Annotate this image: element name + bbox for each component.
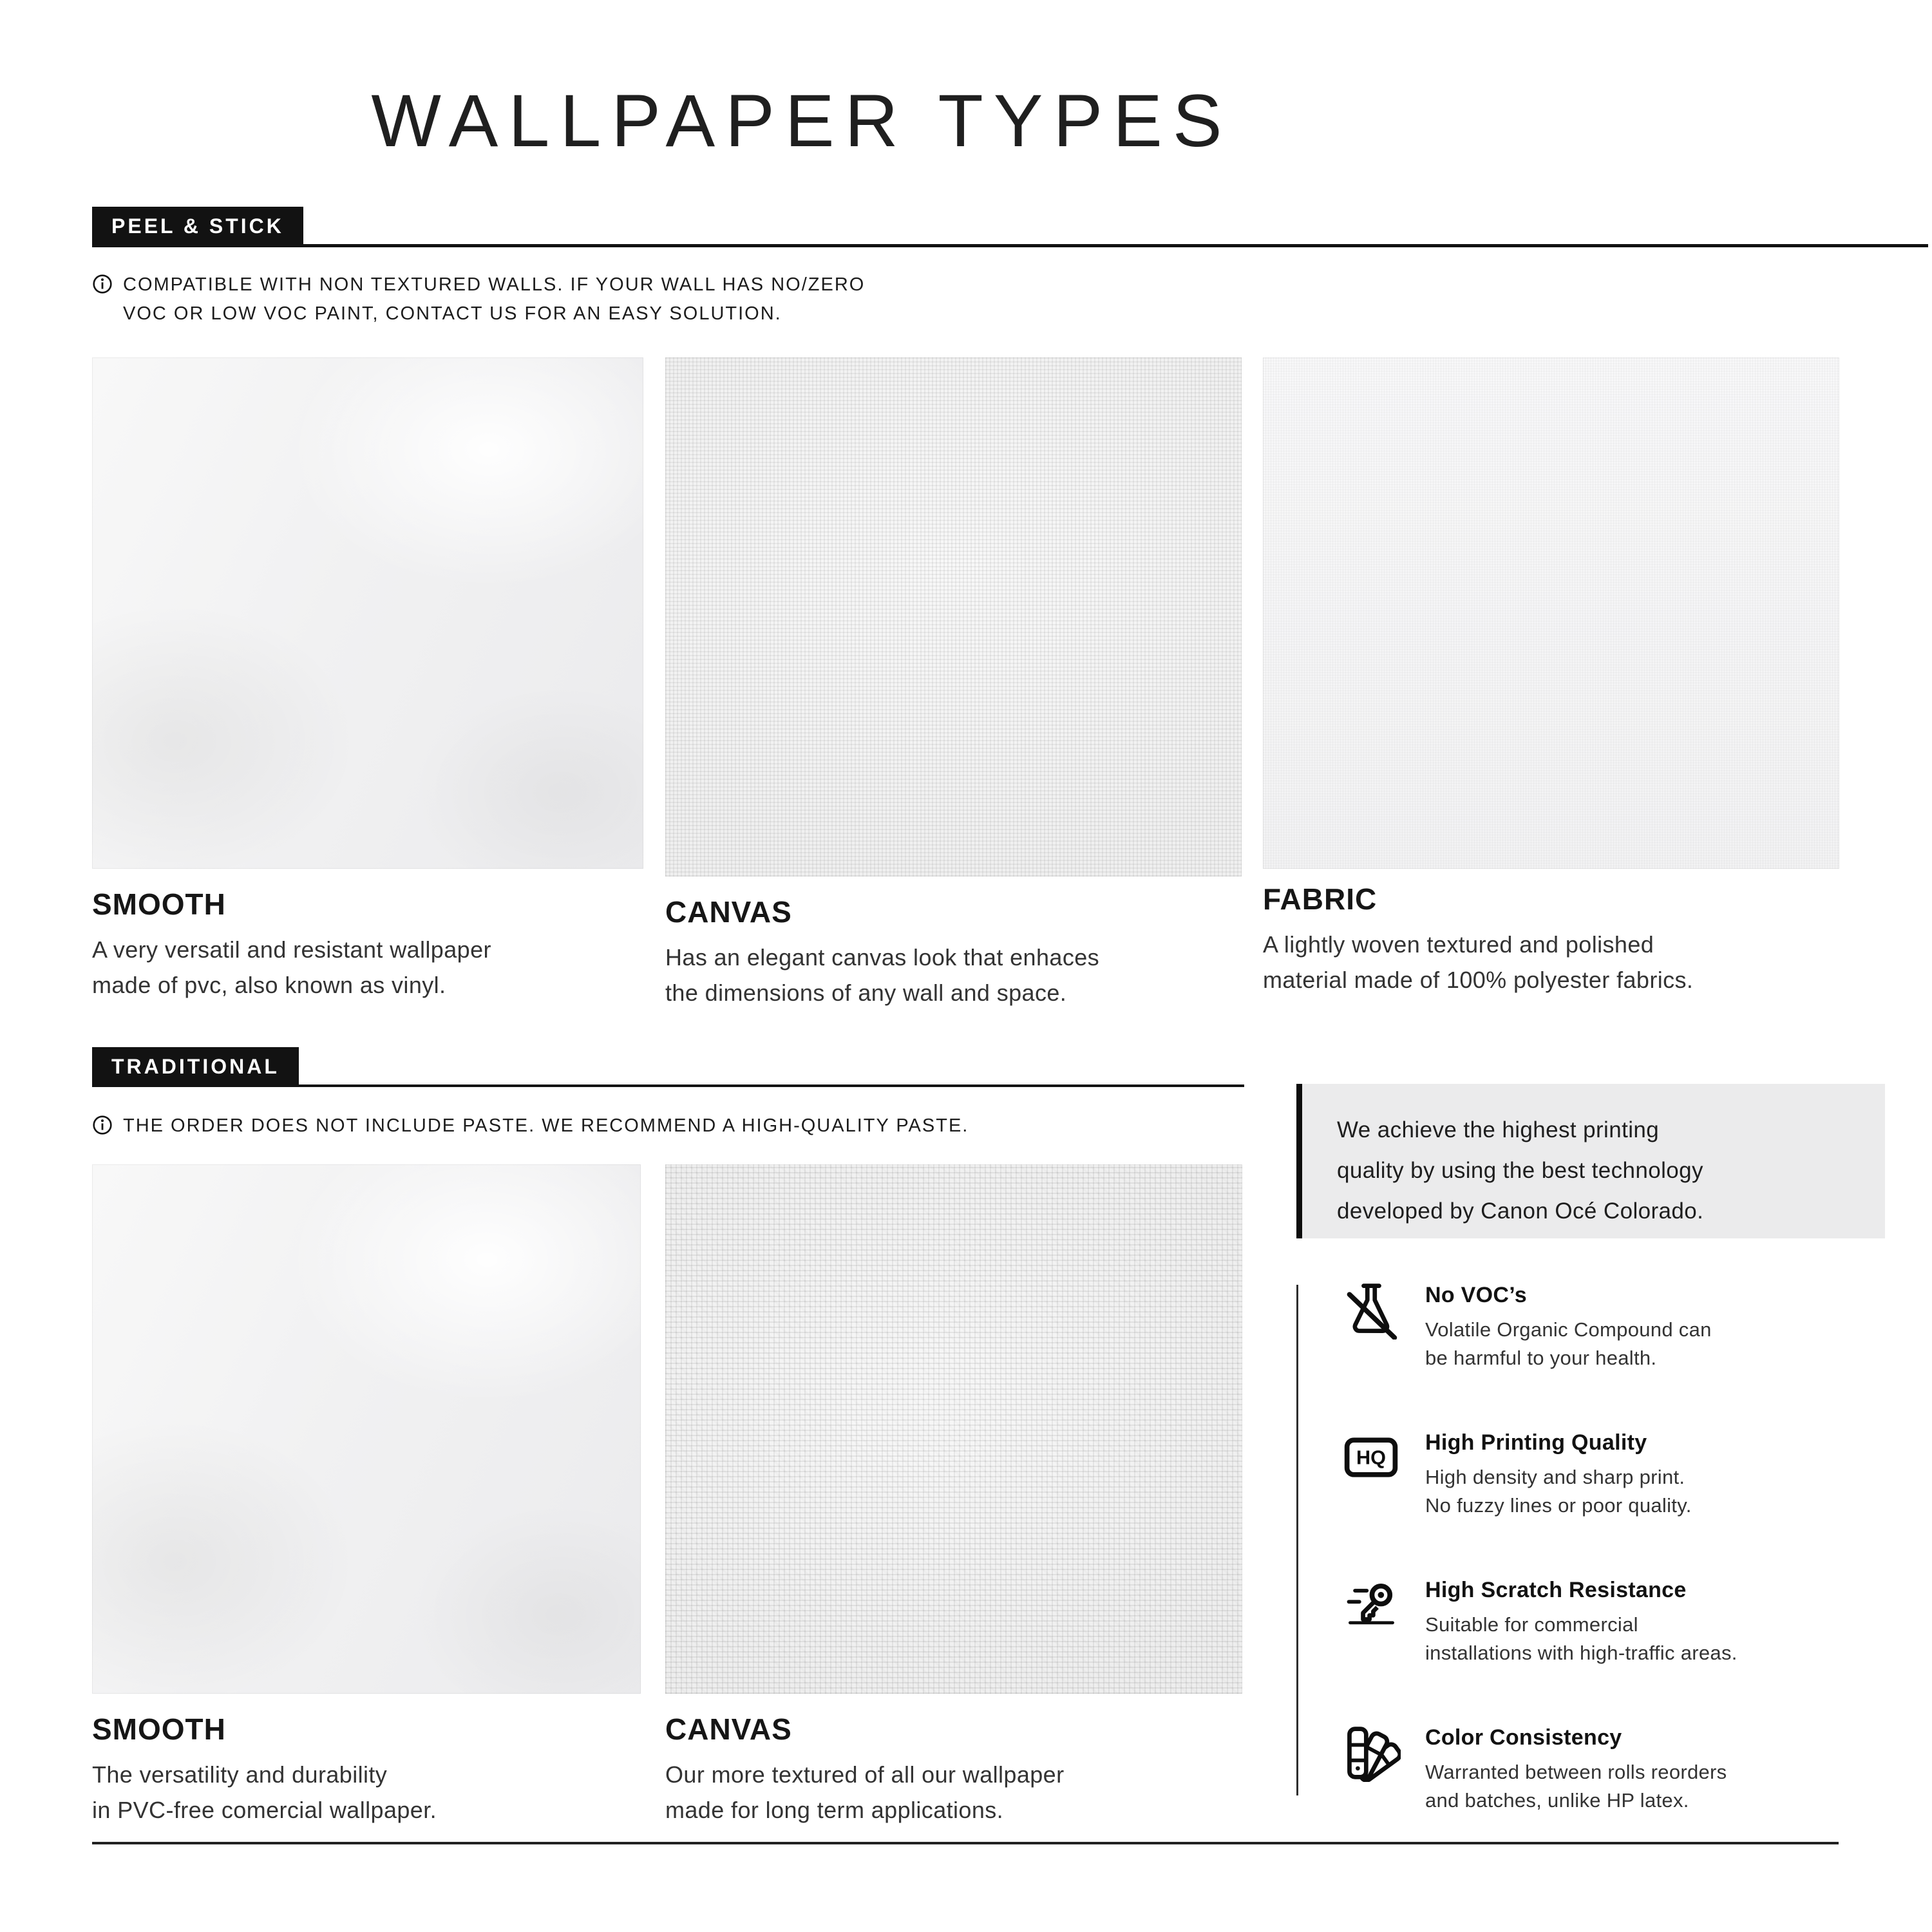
desc-line: Has an elegant canvas look that enhaces	[665, 944, 1100, 971]
feature-desc-line: installations with high-traffic areas.	[1425, 1642, 1738, 1664]
swatch-title: CANVAS	[665, 895, 792, 929]
feature-text	[1425, 1723, 1727, 1815]
note-line: COMPATIBLE WITH NON TEXTURED WALLS. IF YOUR WALL HAS NO/ZERO	[123, 274, 866, 295]
feature-high-scratch-resistance	[1341, 1575, 1908, 1667]
bottom-divider-line	[92, 1842, 1839, 1844]
swatch-description	[665, 940, 1242, 1010]
swatch-column-canvas-traditional	[665, 1164, 1242, 1828]
feature-text	[1425, 1428, 1692, 1520]
note-line: THE ORDER DOES NOT INCLUDE PASTE. WE RECOMMEND A HIGH-QUALITY PASTE.	[123, 1115, 969, 1136]
printing-quality-callout	[1296, 1084, 1885, 1238]
feature-desc-line: be harmful to your health.	[1425, 1347, 1657, 1369]
feature-title: High Printing Quality	[1425, 1430, 1647, 1455]
hq-icon-label: HQ	[1356, 1446, 1386, 1469]
no-voc-flask-icon	[1341, 1280, 1401, 1340]
swatch-title: SMOOTH	[92, 1712, 226, 1746]
feature-color-consistency	[1341, 1723, 1908, 1815]
swatch-description	[92, 932, 643, 1003]
swatch-title: CANVAS	[665, 1712, 792, 1746]
desc-line: the dimensions of any wall and space.	[665, 980, 1067, 1006]
feature-description	[1425, 1463, 1692, 1520]
note-line: VOC OR LOW VOC PAINT, CONTACT US FOR AN EASY SOLUTION.	[123, 303, 782, 324]
callout-line: quality by using the best technology	[1337, 1158, 1703, 1183]
scratch-key-icon	[1341, 1575, 1401, 1634]
feature-desc-line: Volatile Organic Compound can	[1425, 1318, 1712, 1341]
features-list	[1341, 1280, 1908, 1870]
swatch-column-canvas-peel	[665, 357, 1242, 1010]
swatch-column-fabric-peel	[1263, 357, 1839, 998]
feature-desc-line: Warranted between rolls reorders	[1425, 1761, 1727, 1783]
features-divider-line	[1296, 1285, 1298, 1795]
desc-line: The versatility and durability	[92, 1761, 388, 1788]
desc-line: made for long term applications.	[665, 1797, 1004, 1823]
page-title: WALLPAPER TYPES	[371, 80, 1233, 162]
section-header-peel-and-stick	[92, 207, 1928, 247]
feature-desc-line: No fuzzy lines or poor quality.	[1425, 1494, 1692, 1517]
swatch-column-smooth-traditional	[92, 1164, 641, 1828]
smooth-texture-sample	[92, 357, 643, 869]
feature-description	[1425, 1758, 1727, 1815]
swatch-description	[92, 1757, 641, 1828]
feature-title: No VOC’s	[1425, 1283, 1527, 1307]
peel-and-stick-note	[92, 270, 865, 328]
feature-text	[1425, 1575, 1738, 1667]
desc-line: A lightly woven textured and polished	[1263, 931, 1654, 958]
peel-and-stick-badge: PEEL & STICK	[92, 207, 303, 244]
swatch-description	[665, 1757, 1242, 1828]
desc-line: in PVC-free comercial wallpaper.	[92, 1797, 437, 1823]
feature-text	[1425, 1280, 1712, 1372]
fabric-texture-sample	[1263, 357, 1839, 869]
color-swatches-icon	[1341, 1723, 1401, 1782]
coarse-canvas-texture-sample	[665, 1164, 1242, 1694]
desc-line: Our more textured of all our wallpaper	[665, 1761, 1065, 1788]
feature-high-printing-quality	[1341, 1428, 1908, 1520]
feature-title: Color Consistency	[1425, 1725, 1622, 1750]
feature-no-voc	[1341, 1280, 1908, 1372]
swatch-column-smooth-peel	[92, 357, 643, 1003]
desc-line: material made of 100% polyester fabrics.	[1263, 967, 1694, 993]
feature-description	[1425, 1611, 1738, 1667]
swatch-description	[1263, 927, 1839, 998]
section-header-traditional	[92, 1047, 1244, 1087]
swatch-title: SMOOTH	[92, 887, 226, 921]
info-icon	[92, 274, 113, 294]
note-text	[123, 270, 865, 328]
feature-desc-line: and batches, unlike HP latex.	[1425, 1789, 1689, 1812]
feature-desc-line: Suitable for commercial	[1425, 1613, 1638, 1636]
traditional-badge: TRADITIONAL	[92, 1047, 299, 1084]
smooth-texture-sample	[92, 1164, 641, 1694]
callout-line: developed by Canon Océ Colorado.	[1337, 1198, 1704, 1224]
traditional-note	[92, 1112, 969, 1141]
swatch-title: FABRIC	[1263, 882, 1378, 916]
note-text	[123, 1112, 969, 1141]
desc-line: A very versatil and resistant wallpaper	[92, 936, 491, 963]
desc-line: made of pvc, also known as vinyl.	[92, 972, 446, 998]
callout-line: We achieve the highest printing	[1337, 1117, 1660, 1142]
feature-desc-line: High density and sharp print.	[1425, 1466, 1685, 1488]
feature-title: High Scratch Resistance	[1425, 1578, 1687, 1602]
canvas-texture-sample	[665, 357, 1242, 876]
hq-badge-icon	[1341, 1428, 1401, 1487]
info-icon	[92, 1115, 113, 1135]
feature-description	[1425, 1316, 1712, 1372]
